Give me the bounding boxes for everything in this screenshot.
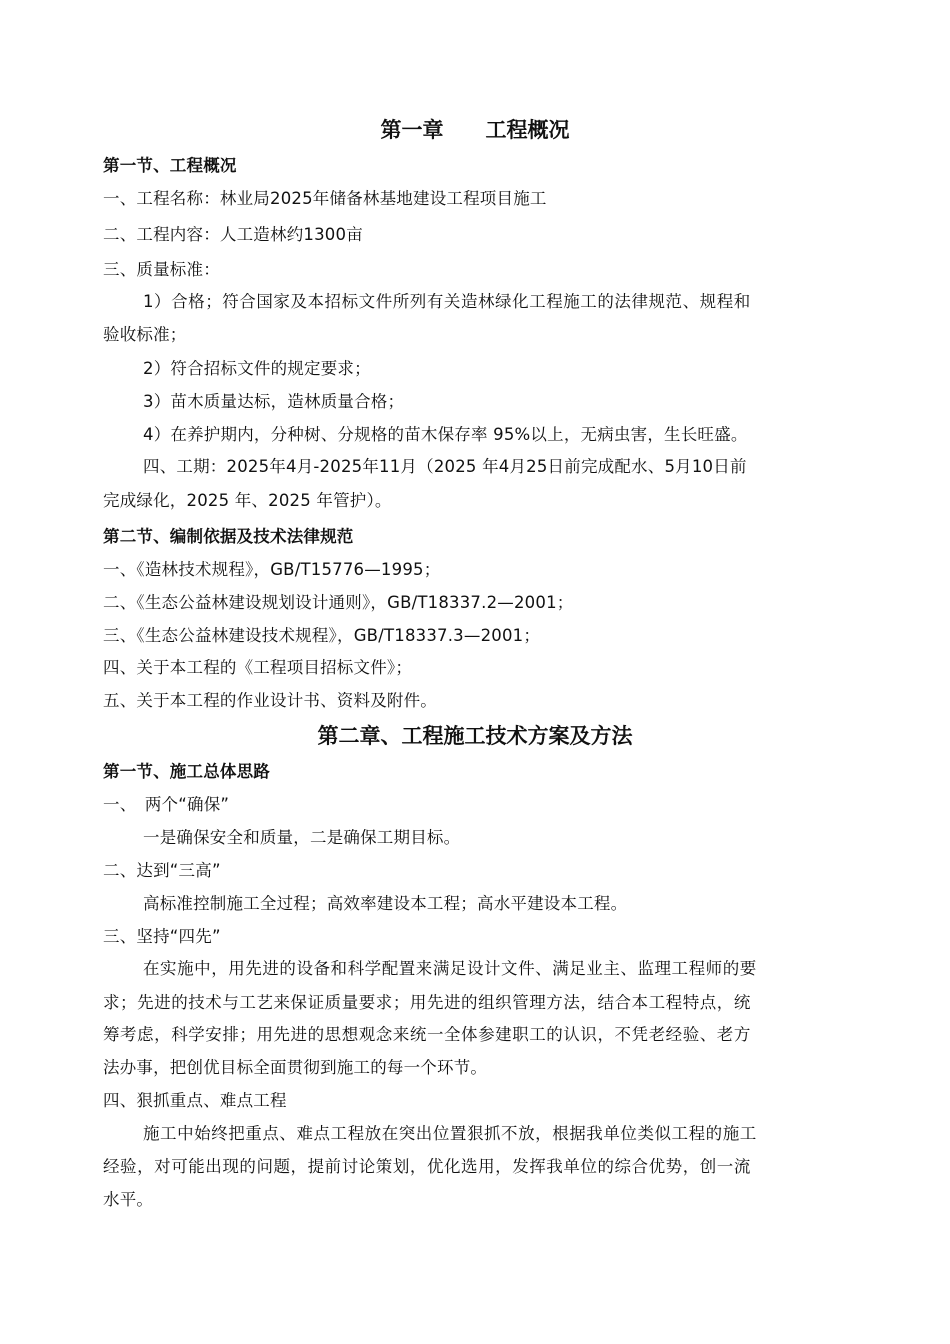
standard-item-5: 五、关于本工程的作业设计书、资料及附件。 <box>103 691 437 710</box>
four-firsts-line-2: 求；先进的技术与工艺来保证质量要求；用先进的组织管理方法，结合本工程特点，统 <box>103 993 751 1012</box>
three-highs-title: 二、达到“三高” <box>103 861 221 880</box>
two-ensures-body: 一是确保安全和质量，二是确保工期目标。 <box>143 828 461 847</box>
standard-item-3: 三、《生态公益林建设技术规程》，GB/T18337.3—2001； <box>103 626 541 645</box>
standard-item-1: 一、《造林技术规程》，GB/T15776—1995； <box>103 560 441 579</box>
four-firsts-line-1: 在实施中，用先进的设备和科学配置来满足设计文件、满足业主、监理工程师的要 <box>143 959 757 978</box>
quality-2-item: 2）符合招标文件的规定要求； <box>143 359 371 378</box>
section-2-1-heading: 第一节、施工总体思路 <box>103 762 270 781</box>
key-difficult-line-1: 施工中始终把重点、难点工程放在突出位置狠抓不放，根据我单位类似工程的施工 <box>143 1124 757 1143</box>
project-name-item: 一、工程名称：林业局2025年储备林基地建设工程项目施工 <box>103 189 547 208</box>
project-content-item: 二、工程内容：人工造林约1300亩 <box>103 225 363 244</box>
standard-item-4: 四、关于本工程的《工程项目招标文件》； <box>103 658 413 677</box>
two-ensures-title: 一、 两个“确保” <box>103 795 230 814</box>
chapter-1-title: 第一章 工程概况 <box>380 118 570 142</box>
four-firsts-line-3: 筹考虑，科学安排；用先进的思想观念来统一全体参建职工的认识，不凭老经验、老方 <box>103 1025 751 1044</box>
four-firsts-line-4: 法办事，把创优目标全面贯彻到施工的每一个环节。 <box>103 1058 488 1077</box>
quality-standard-item: 三、质量标准： <box>103 260 220 279</box>
key-difficult-line-3: 水平。 <box>103 1190 154 1209</box>
section-1-1-heading: 第一节、工程概况 <box>103 156 237 175</box>
construction-period-line-1: 四、工期：2025年4月-2025年11月（2025 年4月25日前完成配水、5月10日前 <box>143 457 747 476</box>
construction-period-line-2: 完成绿化，2025 年、2025 年管护）。 <box>103 491 392 510</box>
standard-item-2: 二、《生态公益林建设规划设计通则》，GB/T18337.2—2001； <box>103 593 574 612</box>
quality-4-item: 4）在养护期内，分种树、分规格的苗木保存率 95%以上，无病虫害，生长旺盛。 <box>143 425 748 444</box>
quality-3-item: 3）苗木质量达标，造林质量合格； <box>143 392 405 411</box>
quality-1-line-2: 验收标准； <box>103 325 187 344</box>
four-firsts-title: 三、坚持“四先” <box>103 927 221 946</box>
three-highs-body: 高标准控制施工全过程；高效率建设本工程；高水平建设本工程。 <box>143 894 628 913</box>
section-1-2-heading: 第二节、编制依据及技术法律规范 <box>103 527 354 546</box>
key-difficult-line-2: 经验，对可能出现的问题，提前讨论策划，优化选用，发挥我单位的综合优势，创一流 <box>103 1157 751 1176</box>
quality-1-line-1: 1）合格；符合国家及本招标文件所列有关造林绿化工程施工的法律规范、规程和 <box>143 292 751 311</box>
key-difficult-title: 四、狠抓重点、难点工程 <box>103 1091 287 1110</box>
chapter-2-title: 第二章、工程施工技术方案及方法 <box>317 724 633 748</box>
